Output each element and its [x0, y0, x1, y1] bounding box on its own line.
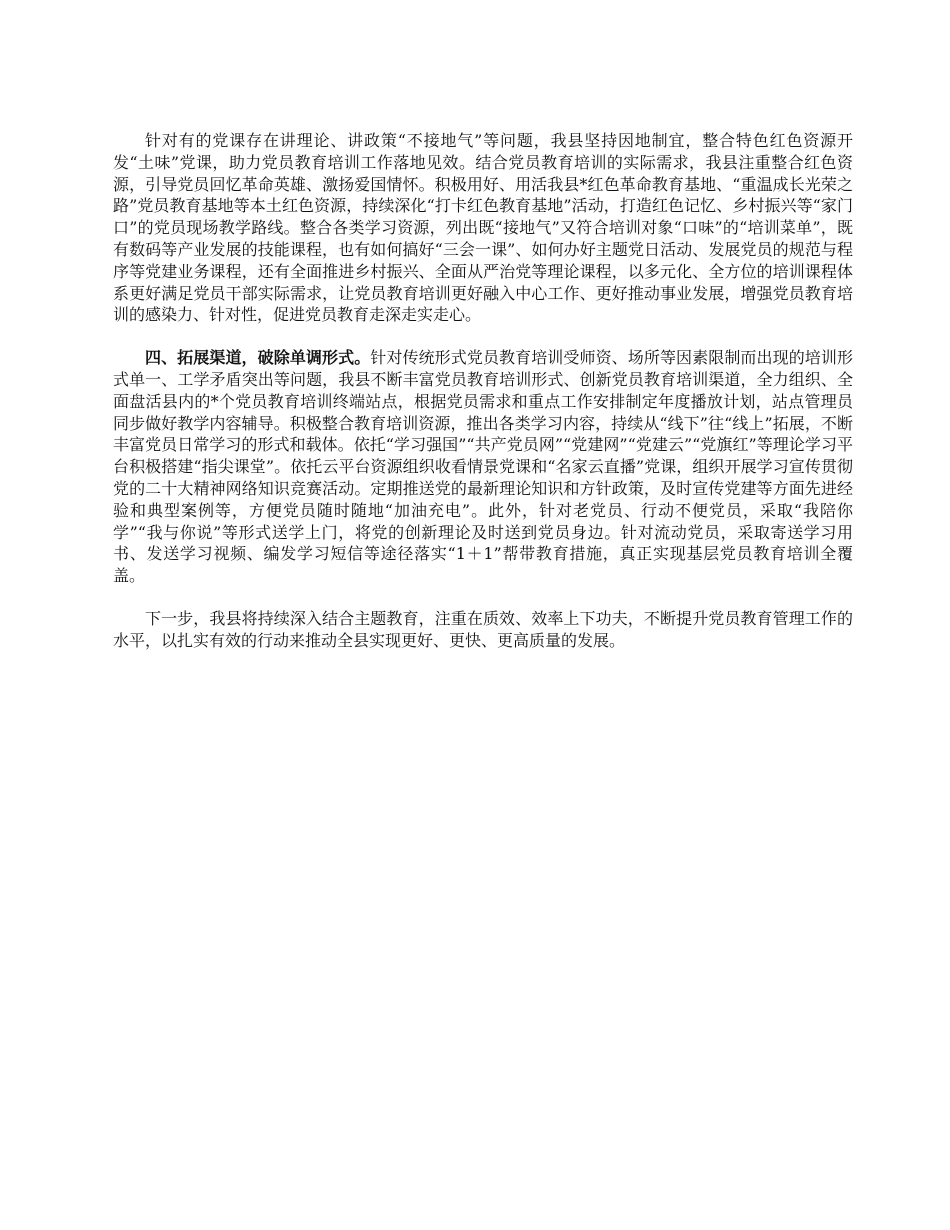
paragraph-text: 针对有的党课存在讲理论、讲政策“不接地气”等问题，我县坚持因地制宜，整合特色红色资源开发“土味”党课，助力党员教育培训工作落地见效。结合党员教育培训的实际需求，我县注重整合红色资源，引导党员回忆革命英雄、激扬爱国情怀。积极用好、用活我县*红色革命教育基地、“重温成长光荣之路”党员教育基地等本土红色资源，持续深化“打卡红色教育基地”活动，打造红色记忆、乡村振兴等“家门口”的党员现场教学路线。整合各类学习资源，列出既“接地气”又符合培训对象“口味”的“培训菜单”，既有数码等产业发展的技能课程，也有如何搞好“三会一课”、如何办好主题党日活动、发展党员的规范与程序等党建业务课程，还有全面推进乡村振兴、全面从严治党等理论课程，以多元化、全方位的培训课程体系更好满足党员干部实际需求，让党员教育培训更好融入中心工作、更好推动事业发展，增强党员教育培训的感染力、针对性，促进党员教育走深走实走心。	[113, 131, 853, 325]
paragraph-text: 针对传统形式党员教育培训受师资、场所等因素限制而出现的培训形式单一、工学矛盾突出等问题，我县不断丰富党员教育培训形式、创新党员教育培训渠道，全力组织、全面盘活县内的*个党员教育培训终端站点，根据党员需求和重点工作安排制定年度播放计划，站点管理员同步做好教学内容辅导。积极整合教育培训资源，推出各类学习内容，持续从“线下”往“线上”拓展，不断丰富党员日常学习的形式和载体。依托“学习强国”“共产党员网”“党建网”“党建云”“党旗红”等理论学习平台积极搭建“指尖课堂”。依托云平台资源组织收看情景党课和“名家云直播”党课，组织开展学习宣传贯彻党的二十大精神网络知识竞赛活动。定期推送党的最新理论知识和方针政策，及时宣传党建等方面先进经验和典型案例等，方便党员随时随地“加油充电”。此外，针对老党员、行动不便党员，采取“我陪你学”“我与你说”等形式送学上门，将党的创新理论及时送到党员身边。针对流动党员，采取寄送学习用书、发送学习视频、编发学习短信等途径落实“1＋1”帮带教育措施，真正实现基层党员教育培训全覆盖。	[113, 348, 853, 586]
section-heading: 四、拓展渠道，破除单调形式。	[145, 348, 371, 368]
document-body	[113, 130, 853, 652]
paragraph-text: 下一步，我县将持续深入结合主题教育，注重在质效、效率上下功夫，不断提升党员教育管理工作的水平，以扎实有效的行动来推动全县实现更好、更快、更高质量的发展。	[113, 608, 853, 650]
paragraph-next-steps	[113, 608, 853, 652]
paragraph-expand-channels	[113, 347, 853, 587]
paragraph-red-resources	[113, 130, 853, 326]
